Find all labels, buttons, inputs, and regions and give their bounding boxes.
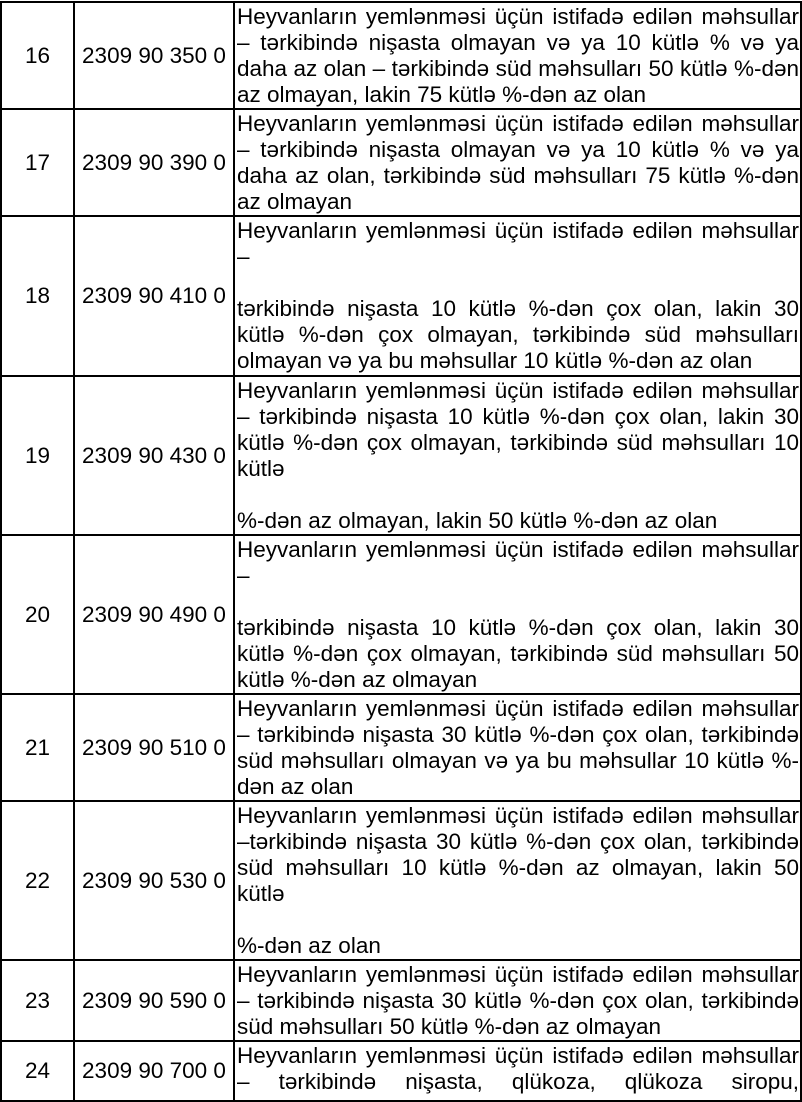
row-number-cell: 20	[1, 535, 74, 694]
description-paragraph: Heyvanların yemlənməsi üçün istifadə edilən məhsullar – tərkibində nişasta olmayan və ya 10 kütlə % və ya daha az olan – tərkibində süd məhsulları 50 kütlə %-dən az olmayan, lakin 75 kütlə %-dən az olan	[237, 4, 799, 107]
description-paragraph: Heyvanların yemlənməsi üçün istifadə edilən məhsullar – tərkibində nişasta 10 kütlə %-dən çox olan, lakin 30 kütlə %-dən çox olmayan, tərkibində süd məhsulları 10 kütlə	[237, 378, 799, 481]
description-paragraph: Heyvanların yemlənməsi üçün istifadə edilən məhsullar –	[237, 218, 799, 269]
row-number-cell: 21	[1, 694, 74, 801]
description-cell	[234, 801, 801, 960]
tariff-table-body	[1, 2, 801, 1101]
row-number-cell: 22	[1, 801, 74, 960]
description-paragraph: Heyvanların yemlənməsi üçün istifadə edilən məhsullar –	[237, 537, 799, 588]
tariff-table	[0, 1, 802, 1102]
row-number-cell: 24	[1, 1041, 74, 1101]
commodity-code-cell: 2309 90 410 0	[74, 216, 234, 376]
row-number-cell: 17	[1, 109, 74, 216]
table-row	[1, 960, 801, 1041]
commodity-code-cell: 2309 90 430 0	[74, 376, 234, 535]
table-row	[1, 109, 801, 216]
document-page	[0, 1, 800, 1094]
description-cell	[234, 1041, 801, 1101]
description-cell	[234, 216, 801, 376]
description-paragraph: Heyvanların yemlənməsi üçün istifadə edilən məhsullar – tərkibində nişasta 30 kütlə %-dən çox olan, tərkibində süd məhsulları olmayan və ya bu məhsullar 10 kütlə %-dən az olan	[237, 696, 799, 799]
description-paragraph: tərkibində nişasta 10 kütlə %-dən çox olan, lakin 30 kütlə %-dən çox olmayan, tərkibində süd məhsulları olmayan və ya bu məhsullar 10 kütlə %-dən az olan	[237, 296, 799, 373]
description-paragraph: tərkibində nişasta 10 kütlə %-dən çox olan, lakin 30 kütlə %-dən çox olmayan, tərkibində süd məhsulları 50 kütlə %-dən az olmayan	[237, 615, 799, 692]
description-paragraph: Heyvanların yemlənməsi üçün istifadə edilən məhsullar – tərkibində nişasta olmayan və ya 10 kütlə % və ya daha az olan, tərkibində süd məhsulları 75 kütlə %-dən az olmayan	[237, 111, 799, 214]
table-row	[1, 2, 801, 109]
description-paragraph: %-dən az olan	[237, 933, 381, 958]
description-paragraph: Heyvanların yemlənməsi üçün istifadə edilən məhsullar – tərkibində nişasta, qlükoza, qlükoza siropu,	[237, 1043, 799, 1094]
commodity-code-cell: 2309 90 390 0	[74, 109, 234, 216]
description-paragraph: Heyvanların yemlənməsi üçün istifadə edilən məhsullar –tərkibində nişasta 30 kütlə %-dən çox olan, tərkibində süd məhsulları 10 kütlə %-dən az olmayan, lakin 50 kütlə	[237, 803, 799, 906]
row-number-cell: 16	[1, 2, 74, 109]
description-paragraph: %-dən az olmayan, lakin 50 kütlə %-dən az olan	[237, 508, 718, 533]
row-number-cell: 23	[1, 960, 74, 1041]
table-row	[1, 694, 801, 801]
description-cell	[234, 109, 801, 216]
description-cell	[234, 694, 801, 801]
row-number-cell: 19	[1, 376, 74, 535]
table-row	[1, 216, 801, 376]
table-row	[1, 376, 801, 535]
table-row	[1, 801, 801, 960]
commodity-code-cell: 2309 90 350 0	[74, 2, 234, 109]
commodity-code-cell: 2309 90 700 0	[74, 1041, 234, 1101]
description-cell	[234, 376, 801, 535]
row-number-cell: 18	[1, 216, 74, 376]
description-paragraph: Heyvanların yemlənməsi üçün istifadə edilən məhsullar – tərkibində nişasta 30 kütlə %-dən çox olan, tərkibində süd məhsulları 50 kütlə %-dən az olmayan	[237, 962, 799, 1039]
description-cell	[234, 2, 801, 109]
description-cell	[234, 960, 801, 1041]
commodity-code-cell: 2309 90 510 0	[74, 694, 234, 801]
commodity-code-cell: 2309 90 490 0	[74, 535, 234, 694]
commodity-code-cell: 2309 90 530 0	[74, 801, 234, 960]
table-row	[1, 1041, 801, 1101]
description-cell	[234, 535, 801, 694]
commodity-code-cell: 2309 90 590 0	[74, 960, 234, 1041]
table-row	[1, 535, 801, 694]
